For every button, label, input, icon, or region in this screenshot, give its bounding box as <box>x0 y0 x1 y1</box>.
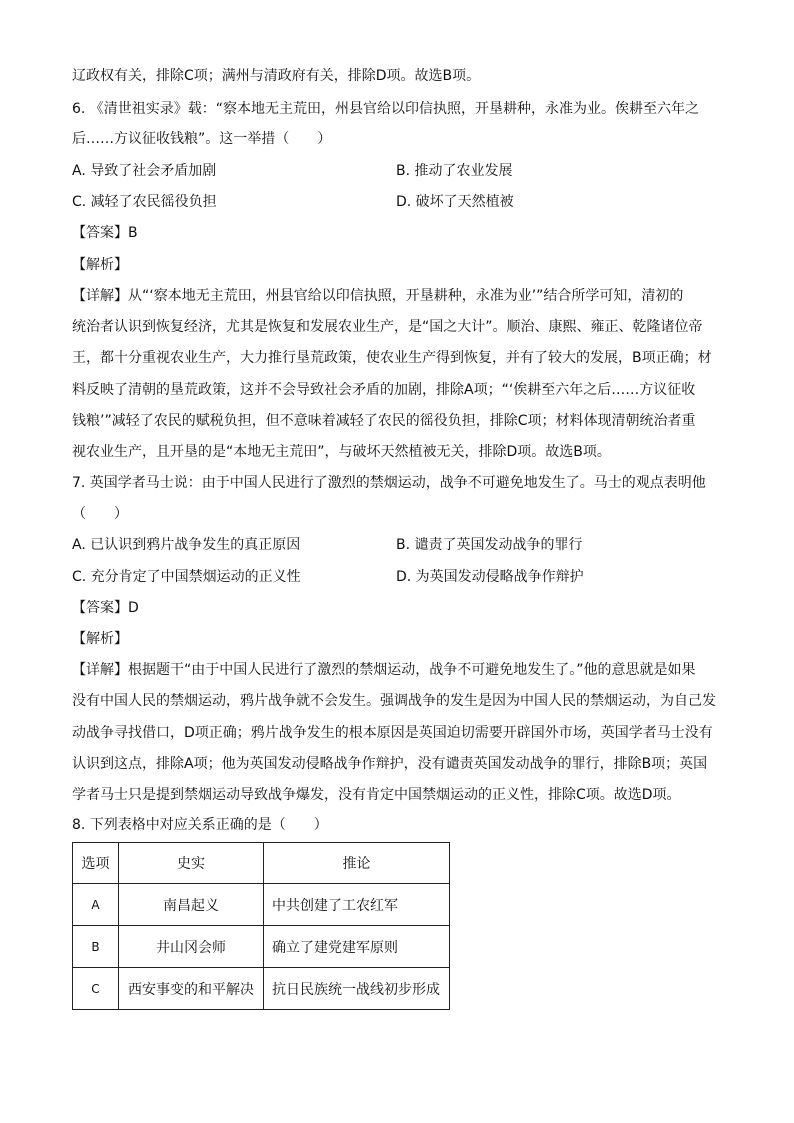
table-row <box>73 968 450 1010</box>
answer-label: 【答案】B <box>72 225 138 241</box>
detail-line: 王，都十分重视农业生产，大力推行垦荒政策，使农业生产得到恢复，并有了较大的发展，B项正确；材 <box>72 350 712 366</box>
option-d: D. 为英国发动侵略战争作辩护 <box>396 569 584 585</box>
table-header-cell: 史实 <box>119 843 264 884</box>
table-cell: B <box>73 926 119 968</box>
detail-line: 【详解】从“‘察本地无主荒田，州县官给以印信执照，开垦耕种，永准为业’”结合所学可知，清初的 <box>72 288 684 304</box>
analysis-label: 【解析】 <box>72 631 128 647</box>
option-c: C. 减轻了农民徭役负担 <box>72 194 217 210</box>
text-line: 辽政权有关，排除C项；满州与清政府有关，排除D项。故选B项。 <box>72 68 481 84</box>
detail-line: 统治者认识到恢复经济，尤其是恢复和发展农业生产，是“国之大计”。顺治、康熙、雍正、乾隆诸位帝 <box>72 319 703 335</box>
table-cell: 中共创建了工农红军 <box>264 884 450 926</box>
table-cell: C <box>73 968 119 1010</box>
analysis-label: 【解析】 <box>72 257 128 273</box>
question-7-stem: 7. 英国学者马士说：由于中国人民进行了激烈的禁烟运动，战争不可避免地发生了。马士的观点表明他 <box>72 475 706 491</box>
option-b: B. 谴责了英国发动战争的罪行 <box>396 537 583 553</box>
question-7-stem-cont: （ ） <box>72 506 128 522</box>
table-cell: 西安事变的和平解决 <box>119 968 264 1010</box>
option-c: C. 充分肯定了中国禁烟运动的正义性 <box>72 569 301 585</box>
question-8-stem: 8. 下列表格中对应关系正确的是（ ） <box>72 817 328 833</box>
table-cell: 南昌起义 <box>119 884 264 926</box>
question-6-stem: 6. 《清世祖实录》载：“察本地无主荒田，州县官给以印信执照，开垦耕种，永准为业。俟耕至六年之 <box>72 101 700 117</box>
detail-line: 动战争寻找借口，D项正确；鸦片战争发生的根本原因是英国迫切需要开辟国外市场，英国学者马士没有 <box>72 725 713 741</box>
answer-label: 【答案】D <box>72 600 139 616</box>
detail-line: 没有中国人民的禁烟运动，鸦片战争就不会发生。强调战争的发生是因为中国人民的禁烟运动，为自己发 <box>72 693 716 709</box>
table-header-cell: 推论 <box>264 843 450 884</box>
table-cell: 井山冈会师 <box>119 926 264 968</box>
table-cell: A <box>73 884 119 926</box>
table-header-cell: 选项 <box>73 843 119 884</box>
table-row <box>73 926 450 968</box>
detail-line: 【详解】根据题干“由于中国人民进行了激烈的禁烟运动，战争不可避免地发生了。”他的意思就是如果 <box>72 662 696 678</box>
table-cell: 抗日民族统一战线初步形成 <box>264 968 450 1010</box>
option-a: A. 已认识到鸦片战争发生的真正原因 <box>72 537 301 553</box>
option-d: D. 破坏了天然植被 <box>396 194 514 210</box>
table-header-row <box>73 843 450 884</box>
detail-line: 钱粮’”减轻了农民的赋税负担，但不意味着减轻了农民的徭役负担，排除C项；材料体现清朝统治者重 <box>72 413 696 429</box>
detail-line: 视农业生产，且开垦的是“本地无主荒田”，与破坏天然植被无关，排除D项。故选B项。 <box>72 444 611 460</box>
detail-line: 认识到这点，排除A项；他为英国发动侵略战争作辩护，没有谴责英国发动战争的罪行，排除B项；英国 <box>72 756 708 772</box>
table-row <box>73 884 450 926</box>
detail-line: 料反映了清朝的垦荒政策，这并不会导致社会矛盾的加剧，排除A项；“‘俟耕至六年之后……方议征收 <box>72 382 696 398</box>
question-6-stem-cont: 后……方议征收钱粮”。这一举措（ ） <box>72 131 332 147</box>
option-a: A. 导致了社会矛盾加剧 <box>72 163 217 179</box>
option-b: B. 推动了农业发展 <box>396 163 513 179</box>
detail-line: 学者马士只是提到禁烟运动导致战争爆发，没有肯定中国禁烟运动的正义性，排除C项。故选D项。 <box>72 787 681 803</box>
table-cell: 确立了建党建军原则 <box>264 926 450 968</box>
answer-table <box>72 842 450 1010</box>
